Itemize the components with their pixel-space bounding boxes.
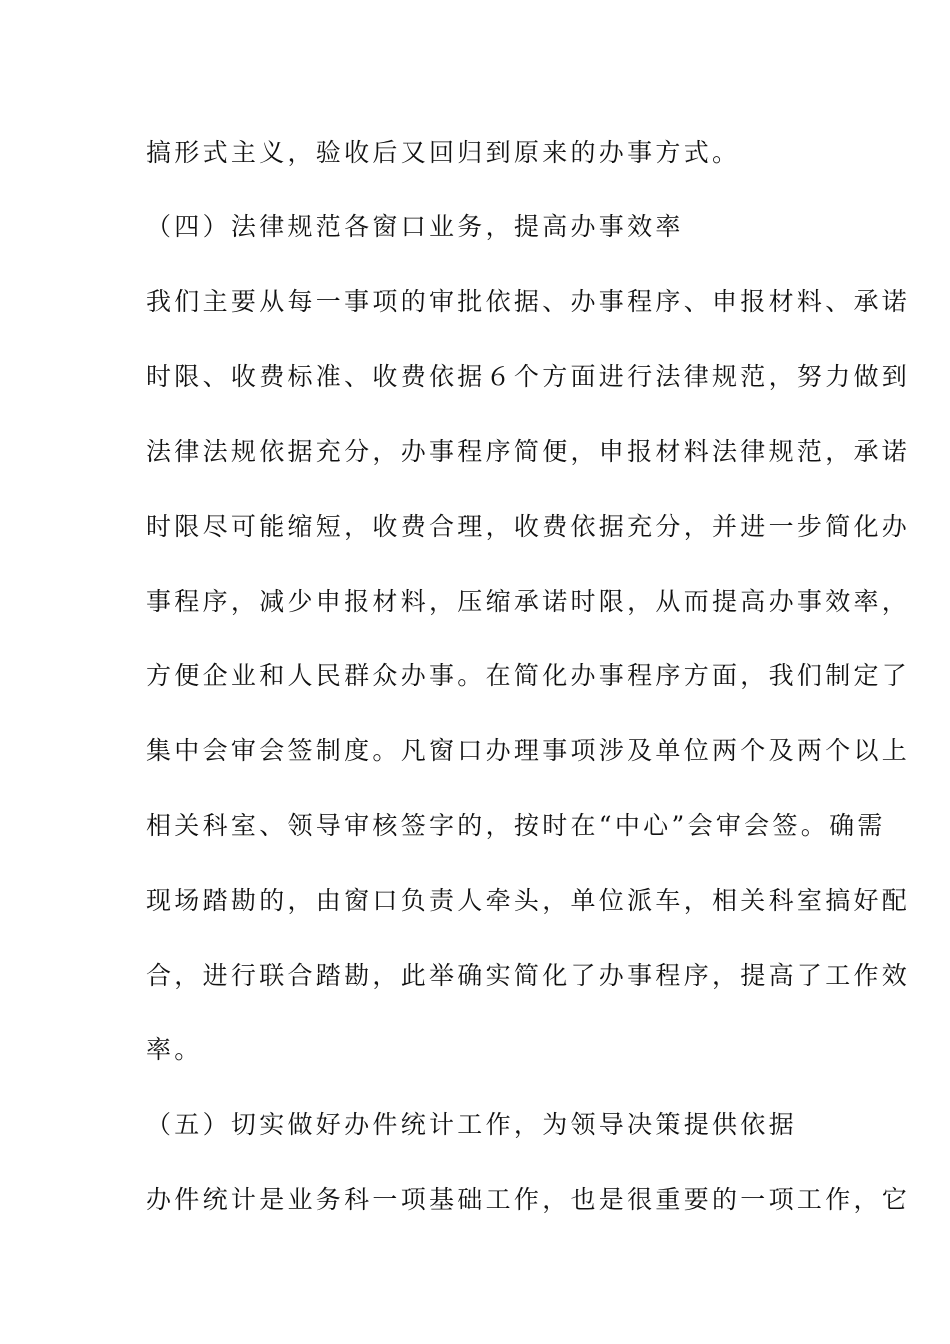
paragraph-line: 法律法规依据充分，办事程序简便，申报材料法律规范，承诺 (146, 437, 911, 466)
section-heading-5: （五）切实做好办件统计工作，为领导决策提供依据 (146, 1110, 797, 1139)
paragraph-line: 时限尽可能缩短，收费合理，收费依据充分，并进一步简化办 (146, 512, 911, 541)
paragraph-line: 事程序，减少申报材料，压缩承诺时限，从而提高办事效率， (146, 587, 911, 616)
paragraph-line: 时限、收费标准、收费依据６个方面进行法律规范，努力做到 (146, 362, 911, 391)
paragraph-line: 搞形式主义，验收后又回归到原来的办事方式。 (146, 138, 741, 167)
paragraph-line: 集中会审会签制度。凡窗口办理事项涉及单位两个及两个以上 (146, 736, 911, 765)
paragraph-line: 我们主要从每一事项的审批依据、办事程序、申报材料、承诺 (146, 287, 911, 316)
paragraph-line: 办件统计是业务科一项基础工作，也是很重要的一项工作，它 (146, 1185, 911, 1214)
paragraph-line: 现场踏勘的，由窗口负责人牵头，单位派车，相关科室搞好配 (146, 886, 911, 915)
section-heading-4: （四）法律规范各窗口业务，提高办事效率 (146, 212, 684, 241)
paragraph-line: 相关科室、领导审核签字的，按时在“中心”会审会签。确需 (146, 811, 886, 840)
paragraph-line: 率。 (146, 1035, 203, 1064)
paragraph-line: 方便企业和人民群众办事。在简化办事程序方面，我们制定了 (146, 661, 911, 690)
paragraph-line: 合，进行联合踏勘，此举确实简化了办事程序，提高了工作效 (146, 961, 911, 990)
